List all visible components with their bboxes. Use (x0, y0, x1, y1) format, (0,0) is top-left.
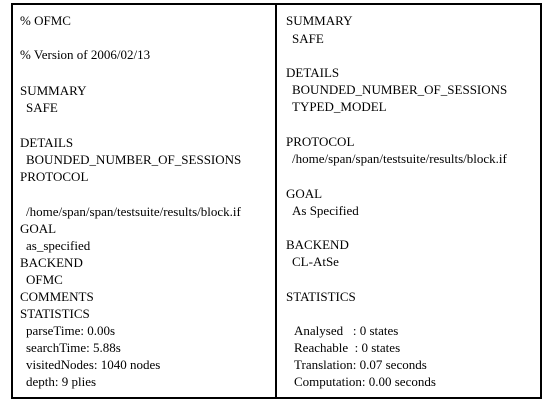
summary-heading: SUMMARY (286, 13, 353, 28)
backend-heading: BACKEND (20, 255, 83, 270)
details-heading: DETAILS (286, 65, 340, 80)
protocol-heading: PROTOCOL (286, 134, 355, 149)
details-value: TYPED_MODEL (292, 99, 387, 114)
protocol-heading: PROTOCOL (20, 169, 89, 184)
details-heading: DETAILS (20, 135, 74, 150)
stat-line: Translation: 0.07 seconds (294, 357, 427, 372)
stat-line: searchTime: 5.88s (26, 340, 121, 355)
summary-value: SAFE (26, 100, 58, 115)
details-value: BOUNDED_NUMBER_OF_SESSIONS (292, 82, 508, 97)
goal-heading: GOAL (20, 221, 57, 236)
stat-line: depth: 9 plies (26, 374, 97, 389)
statistics-heading: STATISTICS (286, 289, 356, 304)
ofmc-header: % OFMC (20, 13, 71, 28)
stat-line: visitedNodes: 1040 nodes (26, 357, 161, 372)
stat-line: Reachable : 0 states (294, 340, 401, 355)
cl-atse-output-column (286, 0, 508, 389)
summary-heading: SUMMARY (20, 83, 87, 98)
goal-value: As Specified (292, 203, 359, 218)
backend-heading: BACKEND (286, 237, 349, 252)
stat-line: Analysed : 0 states (294, 323, 399, 338)
protocol-value: /home/span/span/testsuite/results/block.if (26, 204, 241, 219)
statistics-heading: STATISTICS (20, 306, 90, 321)
summary-value: SAFE (292, 31, 324, 46)
comments-heading: COMMENTS (20, 289, 94, 304)
column-divider (275, 3, 277, 399)
stat-line: parseTime: 0.00s (26, 323, 116, 338)
backend-value: CL-AtSe (292, 254, 339, 269)
goal-heading: GOAL (286, 186, 323, 201)
ofmc-output-column (20, 0, 242, 389)
goal-value: as_specified (26, 238, 91, 253)
details-value: BOUNDED_NUMBER_OF_SESSIONS (26, 152, 242, 167)
protocol-value: /home/span/span/testsuite/results/block.if (292, 151, 507, 166)
backend-value: OFMC (26, 272, 63, 287)
stat-line: Computation: 0.00 seconds (294, 374, 436, 389)
ofmc-version: % Version of 2006/02/13 (20, 47, 151, 62)
